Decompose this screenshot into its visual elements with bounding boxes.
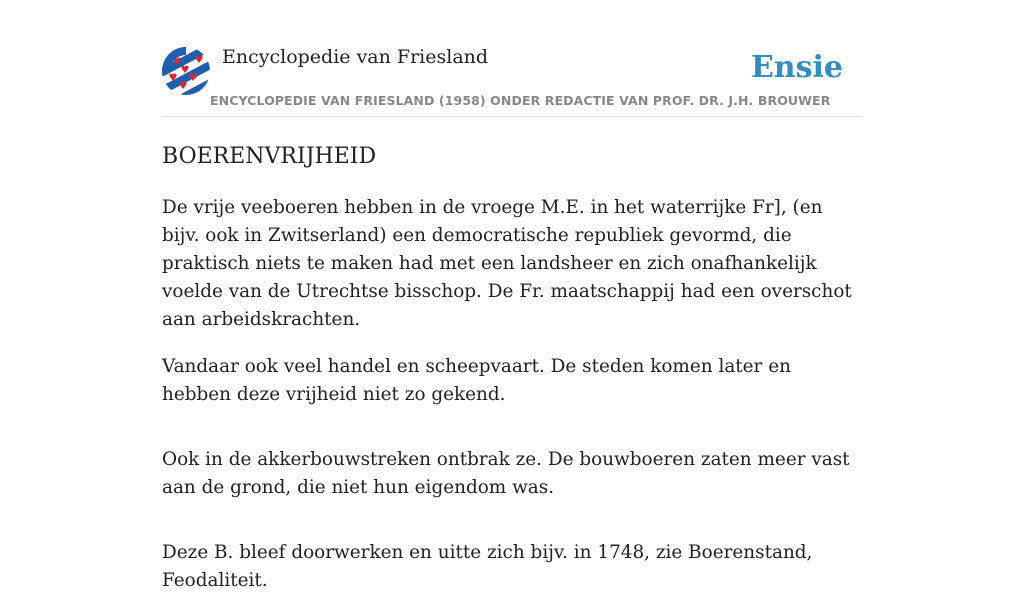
page [162,0,862,614]
entry-title: BOERENVRIJHEID [162,144,377,169]
entry-paragraph: Vandaar ook veel handel en scheepvaart. De steden komen later en hebben deze vrijheid niet zo gekend. [162,356,791,405]
source-subtitle: ENCYCLOPEDIE VAN FRIESLAND (1958) ONDER REDACTIE VAN PROF. DR. J.H. BROUWER [210,93,831,108]
friesland-flag-logo-icon[interactable] [162,47,210,95]
ensie-brand-link[interactable]: Ensie [750,50,843,85]
entry-paragraph: De vrije veeboeren hebben in de vroege M.E. in het waterrijke Fr], (en bijv. ook in Zwitserland) een democratische republiek gevormd, die praktisch niets te maken had met een landsheer en zich onafhankelijk voelde van de Utrechtse bisschop. De Fr. maatschappij had een overschot aan arbeidskrachten. [162,197,852,330]
entry-paragraph: Ook in de akkerbouwstreken ontbrak ze. De bouwboeren zaten meer vast aan de grond, die niet hun eigendom was. [162,449,850,498]
entry-paragraph: Deze B. bleef doorwerken en uitte zich bijv. in 1748, zie Boerenstand, Feodaliteit. [162,542,813,591]
source-title-link[interactable]: Encyclopedie van Friesland [222,46,489,68]
header [162,0,862,117]
entry-body [162,194,862,595]
